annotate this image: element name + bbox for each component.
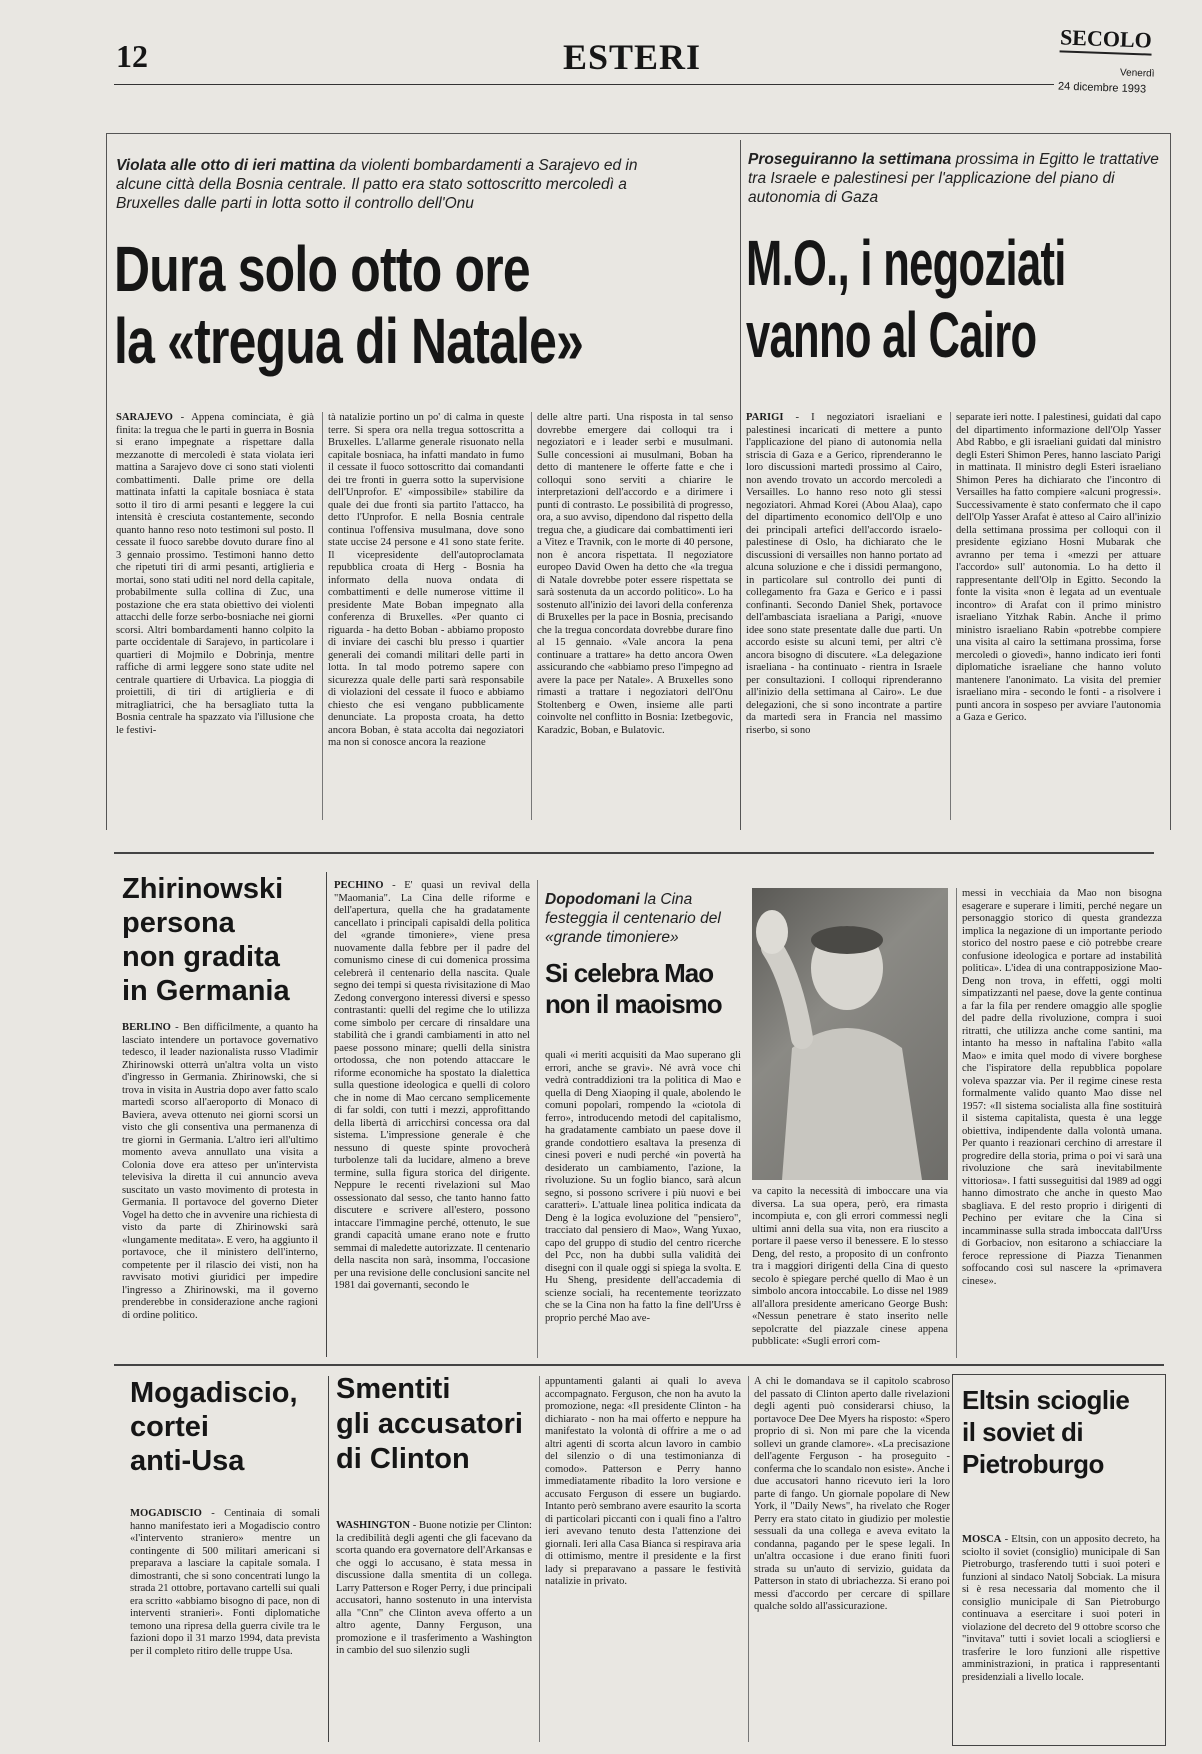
col-rule [950,412,951,820]
eltsin-dateline: MOSCA [962,1534,1002,1545]
bosnia-col-2: tà natalizie portino un po' di calma in queste terre. Si spera ora nella tregua sottoscritta a Bruxelles. L'allarme generale risuonato nella capitale bosniaca, ha infatti mandato in fumo il cessate il fuoco sottoscritto dai comandanti dei tre fronti in guerra sotto la supervisione dell'Unprofor. E' «impossibile» stabilire da quale dei due fronti sia partito l'attacco, ha detto l'Unprofor. E nella Bosnia centrale continua l'offensiva musulmana, dove sono state uccise 24 persone e 41 sono state ferite. Il vicepresidente dell'autoproclamata repubblica croata di Herg - Bosnia ha informato della nuova ondata di combattimenti e delle numerose vittime il presidente Mate Boban impegnato alla conferenza di Bruxelles. «Per quanto ci riguarda - ha detto Boban - abbiamo proposto di inviare dei caschi blu presso i quartier generali dei comandi militari delle parti in lotta. In tal modo potremo sapere con sicurezza quale delle parti sarà responsabile di violazioni del cessate il fuoco e abbiamo chiesto che esi vengano pubblicamente denunciate. La proposta croata, ha detto ancora Boban, è stata accolta dai negoziatori ma non si conosce ancora la reazione [328,412,524,748]
mogadiscio-dateline: MOGADISCIO [130,1508,202,1519]
mogadiscio-body [130,1508,320,1740]
mogadiscio-text: - Centinaia di somali hanno manifestato ieri a Mogadiscio contro «l'intervento straniero» mentre un contingente di 500 militari americani si preparava a lasciare la capitale somala. I dimostranti, che si sono concentrati lungo la strada 21 ottobre, portavano cartelli sui quali era scritto «abbiamo bisogno di pace, non di interventi stranieri». Fonti diplomatiche temono una ripresa della guerra civile tra le fazioni dopo il 31 marzo 1994, data prevista per il completo ritiro delle truppe Usa. [130,1508,320,1657]
zhirinowski-headline [122,872,290,1008]
mao-kicker-text: la Cina festeggia il centenario del «grande timoniere» [545,891,721,946]
clinton-col-2: appuntamenti galanti ai quali lo aveva accompagnato. Ferguson, che non ha avuto la promozione, nega: «Il presidente Clinton - ha dichiarato - non ha mai offerto e neppure ha manifestato la volontà di offrire a me o ad altri agenti di scorta alcun lavoro in cambio del silenzio o di una testimonianza di comodo». Patterson e Perry hanno immediatamente ribadito la loro versione e accusato Ferguson di essere un bugiardo. Intanto però sembrano avere esaurito la scorta di particolari piccanti con i quali fino a l'altro ieri avevano tenuto desta l'attenzione dei giornali. Ieri alla Casa Bianca si respirava aria di ottimismo, mentre il presidente e la first lady si preparavano a passare le festività natalizie in privato. [545,1376,741,1587]
mideast-col-2: separate ieri notte. I palestinesi, guidati dal capo del dipartimento informazione dell'Olp Yasser Abd Rabbo, e gli israeliani guidati dal ministro degli Esteri Shimon Peres, hanno lasciato Parigi in mattinata. Il ministro degli Esteri israeliano Shimon Peres ha dichiarato che l'incontro di Versailles ha fatto compiere «alcuni progressi». Successivamente è stato confermato che il capo dell'Olp Yasser Arafat è atteso al Cairo all'inizio della settimana prossima per colloqui con il presidente egiziano Hosni Mubarak che avranno per tema i «mezzi per attuare l'accordo» sull' autonomia. Lo ha detto il rappresentante dell'Olp in Egitto. Secondo la fonte la visita «non è legata ad un eventuale incontro» di Arafat con il primo ministro israeliano Yitzhak Rabin. Anche il primo ministro israeliano Rabin «potrebbe compiere una visita al cairo la settimana prossima, forse mercoledì o giovedì», hanno indicato ieri fonti diplomatiche israeliane che hanno voluto mantenere l'anonimato. La visita del premier israeliano mira - secondo le fonti - a risolvere i punti ancora in sospeso per avviare l'autonomia a Gaza e Gerico. [956,412,1161,723]
section-rule [114,1364,1164,1366]
col-rule [326,872,327,1357]
top-box-right [1170,133,1171,830]
bosnia-kicker [116,156,661,213]
mogadiscio-headline-line: anti-Usa [130,1445,245,1477]
mao-headline-line: Si celebra Mao [545,958,714,988]
zhirinowski-headline-line: Zhirinowski [122,873,284,905]
mogadiscio-headline-line: Mogadiscio, [130,1377,298,1409]
mogadiscio-headline-line: cortei [130,1411,209,1443]
clinton-col-1 [336,1520,532,1742]
mao-col-4: messi in vecchiaia da Mao non bisogna esagerare e superare i limiti, perché negare un personaggio storico di questa grandezza implica la negazione di un importante periodo storico del nostro paese e ciò potrebbe creare confusione ideologica e portare ad instabilità politica». L'idea di una contrapposizione Mao-Deng non trova, in effetti, oggi molti simpatizzanti nel paese, dove la gente continua a far la fila per rendere omaggio alle spoglie del padre della rivoluzione, compra i suoi ritratti, che utilizza anche come santini, ma intanto ha messo in naftalina l'abito «alla Mao» e imita quel modo di vivere borghese che l'ispiratore della repubblica popolare voleva spazzar via. Per il regime cinese resta formalmente valido quanto Mao disse nel 1957: «Il sistema socialista alla fine sostituirà il sistema capitalista, questa è una legge obiettiva, indipendente dalla volontà umana. Per quanto i reazionari cerchino di arrestare il progredire della storia, prima o poi vi sarà una rivoluzione che sarà inevitabilmente vittoriosa». I fatti susseguitisi dal 1989 ad oggi hanno dimostrato che anche in questo Mao sbagliava. E del resto proprio i dirigenti di Pechino per evitare che la Cina si incamminasse sulla strada imboccata dall'Urss di Gorbaciov, non esitarono a schiacciare la feroce repressione di Piazza Tienanmen soffocando così sul nascere la «primavera cinese». [962,888,1162,1287]
bosnia-kicker-lead: Violata alle otto di ieri mattina [116,157,336,174]
issue-day: Venerdì [1119,67,1155,80]
mideast-kicker-lead: Proseguiranno la settimana [748,151,952,168]
mideast-dateline: PARIGI [746,412,784,423]
eltsin-body [962,1534,1160,1738]
bosnia-headline-2: la «tregua di Natale» [114,305,584,377]
clinton-headline-line: gli accusatori [336,1408,523,1440]
mao-col-3: va capito la necessità di imboccare una via diversa. La sua opera, però, era rimasta incompiuta e, con gli errori commessi negli ultimi anni della sua vita, non era riuscito a portare il paese verso il benessere. E lo stesso Deng, del resto, a proposito di un confronto tra i maggiori dirigenti della Cina di questo secolo è spiegare perché quello di Mao è un simbolo ancora intoccabile. Lo disse nel 1989 all'allora presidente americano George Bush: «Nessun penetrare è stato inserito nelle sepolcratte del piazzale cinese appena pubblicate: «Sugli errori com- [752,1186,948,1347]
mao-col-1 [334,880,530,1358]
eltsin-headline [962,1384,1129,1480]
mideast-kicker-text: prossima in Egitto le trattative tra Israele e palestinesi per l'applicazione del piano di autonomia di Gaza [748,151,1159,206]
col-rule [322,412,323,820]
section-title: ESTERI [563,37,702,77]
eltsin-headline-line: il soviet di [962,1417,1084,1447]
mao-col-1-text: - E' quasi un revival della "Maomania". La Cina delle riforme e dell'apertura, quella che ha gradatamente cancellato i principali capisaldi della politica del «grande timoniere», viene presa nuovamente dalla febbre per il padre del comunismo cinese di cui domenica prossima celebrerà il centenario della nascita. Quale segno dei tempi si questa rivisitazione di Mao Zedong convergono interessi diversi e spesso contrastanti: quelli del regime che lo utilizza come simbolo per cercare di rinsaldare una stabilità che i grandi cambiamenti in atto nel paese possono minare; quelli della sinistra ortodossa, che non potendo attaccare le riforme economiche ha spostato la dialettica sulla questione ideologica e quelli di coloro che in nome di Mao cercano semplicemente di far soldi, con tutti i mezzi, approfittando della libertà di arricchirsi concessa ora dal sistema. L'impressione generale è che nessuno di queste spinte provocherà turbolenze tali da lucidare, almeno a breve termine, sulla figura storica del dirigente. Neppure le recenti rivelazioni sul Mao ossessionato dal sesso, che tanto hanno fatto discutere e scrivere all'estero, possono intaccare l'immagine perché, ottenuto, le sue grandi capacità umane erano note e frutto semmai di maledette autorizzate. Il centenario della nascita non sarà, insomma, l'occasione per una revisione delle conclusioni sancite nel 1981 dai governanti, secondo le [334,880,530,1291]
bosnia-kicker-text: da violenti bombardamenti a Sarajevo ed in alcune città della Bosnia centrale. Il patto era stato sottoscritto mercoledì a Bruxelles dalle parti in lotta sotto il controllo dell'Onu [116,157,638,212]
section-rule [114,852,1154,854]
clinton-col-3: A chi le domandava se il capitolo scabroso del passato di Clinton aperto dalle rivelazioni degli agenti può considerarsi chiuso, la portavoce Dee Dee Myers ha risposto: «Spero proprio di sì. Non mi pare che la vicenda sollevi un grande clamore». «La precisazione dell'agente Ferguson - ha proseguito - conferma che lo scandalo non esiste». Anche i due accusatori hanno ricevuto ieri la loro parte di fango. Un giornale popolare di New York, il "Daily News", ha rivelato che Roger Perry era stato citato in giudizio per molestie sessuali da una collega e aveva evitato la condanna, pagando per le spese legali. In un'altra occasione i due erano finiti fuori strada su un'auto di servizio, guidata da Patterson in stato di ubriachezza. Si erano poi messi d'accordo per cercare di spillare qualche soldo all'assicurazione. [754,1376,950,1612]
bosnia-dateline: SARAJEVO [116,412,173,423]
zhirinowski-body [122,1022,318,1362]
mao-headline-line: non il maoismo [545,989,722,1019]
eltsin-headline-line: Eltsin scioglie [962,1385,1130,1415]
col-rule [328,1376,329,1742]
zhirinowski-headline-line: non gradita [122,941,280,973]
zhirinowski-text: - Ben difficilmente, a quanto ha lasciato intendere un portavoce governativo tedesco, il leader nazionalista russo Vladimir Zhirinowski otterrà un'altra volta un visto d'ingresso in Germania. Zhirinowski, che si trova in visita in Austria dopo aver fatto scalo martedì scorso all'aeroporto di Monaco di Baviera, aveva ottenuto nei giorni scorsi un visto che gli consentiva una permanenza di tre giorni in Germania. L'altro ieri all'ultimo momento aveva annullato una visita a Colonia dove era atteso per un'intervista televisiva la diretta il cui annuncio aveva suscitato un vasto movimento di protesta in Germania. Il portavoce del governo Dieter Vogel ha detto che in avvenire una richiesta di visto da parte di Zhirinowski sarà «lungamente meditata». E vero, ha aggiunto il portavoce, che il ministero dell'interno, competente per il rilascio dei visti, non ha ravvisato motivi giuridici per impedire l'ingresso a Zhirinowski, ma il governo prenderebbe in considerazione anche ragioni di ordine politico. [122,1022,318,1321]
mideast-col-1-text: - I negoziatori israeliani e palestinesi incaricati di mettere a punto l'applicazione del piano di autonomia nella striscia di Gaza e a Gerico, riprenderanno le loro discussioni martedì prossimo al Cairo, non avendo trovato un accordo mercoledì a Versailles. Lo hanno reso noto gli stessi negoziatori. Ahmad Korei (Abou Alaa), capo del dipartimento economico dell'Olp e uno dei principali artefici dell'accordo israelo-palestinese di Oslo, ha dichiarato che le discussioni di versailles non hanno portato ad alcuna soluzione e che i dissidi permangono, in particolare sul controllo dei punti di collegamento fra Gaza e Gerico e i passi confinanti. Secondo Daniel Shek, portavoce dell'ambasciata israeliana a Parigi, «nuove idee sono state presentate dalle due parti. Un accordo esiste su alcuni temi, per altri c'è ancora bisogno di discutere. «La delegazione israeliana - ha continuato - rientra in Israele per consultazioni. I colloqui riprenderanno all'inizio della settimana al Cairo». Le due delegazioni, che si sono incontrate a partire da martedì sera in Francia nel massimo riserbo, si sono [746,412,942,736]
mao-photo-figure [752,888,948,1180]
col-rule [531,412,532,820]
masthead-logo [1060,24,1153,55]
eltsin-headline-line: Pietroburgo [962,1449,1104,1479]
bosnia-headline-1: Dura solo otto ore [114,233,530,305]
col-rule [748,1376,749,1742]
paper-name: SECOLO [1059,24,1153,53]
mideast-headline-2: vanno al Cairo [746,299,1037,371]
bosnia-col-1 [116,412,314,820]
mao-photo [752,888,948,1180]
zhirinowski-dateline: BERLINO [122,1022,171,1033]
issue-date: 24 dicembre 1993 [1057,80,1147,96]
bosnia-col-3: delle altre parti. Una risposta in tal senso dovrebbe emergere dai colloqui tra i negoziatori e i leader serbi e musulmani. Sulle concessioni ai musulmani, Boban ha detto di mantenere le offerte fatte e che i colloqui sono serviti a chiarire le interpretazioni dell'accordo e a dirimere i punti di contrasto. Le possibilità di progresso, ora, a suo avviso, dipendono dal rispetto della tregua che, a giudicare dai combattimenti ieri a Vitez e Travnik, con le morte di 40 persone, non è ancora rispettata. Il negoziatore europeo David Owen ha detto che «la tregua di Natale dovrebbe poter essere rispettata se sarà sostenuta da un accordo politico». Lo ha sostenuto all'inizio dei lavori della conferenza di Bruxelles per la pace in Bosnia, precisando che la tregua concordata dovrebbe durare fino al 15 gennaio. «Vale ancora la pena continuare a trattare» ha detto ancora Owen assicurando che «abbiamo preso l'impegno ad avere la pace per Natale». A Bruxelles sono rimasti a trattare i negoziatori dell'Onu Stoltenberg e Owen, insieme alle parti coinvolte nel conflitto in Bosnia: Izetbegovic, Karadzic, Boban, e Bulatovic. [537,412,733,736]
col-rule [539,1376,540,1742]
top-box-rule [106,133,1170,134]
mogadiscio-headline [130,1376,298,1478]
col-rule [537,880,538,1358]
mao-kicker-lead: Dopodomani [545,891,640,908]
mideast-kicker [748,150,1163,207]
clinton-dateline: WASHINGTON [336,1520,410,1531]
zhirinowski-headline-line: persona [122,907,235,939]
mao-headline [545,958,722,1020]
masthead-rule [114,84,1054,85]
top-box-left [106,133,107,830]
top-divider [740,140,741,830]
zhirinowski-headline-line: in Germania [122,975,290,1007]
page-number: 12 [116,38,148,74]
clinton-headline [336,1372,523,1477]
col-rule [956,888,957,1358]
bosnia-col-1-text: - Appena cominciata, è già finita: la tregua che le parti in guerra in Bosnia si erano impegnate a rispettare dalla mezzanotte di mercoledì è stata violata ieri mattina a Sarajevo dove ci sono stati violenti combattimenti. Dalle prime ore della mattinata infatti la capitale bosniaca è stata sotto il tiro di armi pesanti e leggere la cui intensità è cresciuta costantemente, secondo quanto hanno reso noto testimoni sul posto. Il cessate il fuoco sarebbe dovuto durare fino al 3 gennaio prossimo. Testimoni hanno detto che ripetuti tiri di armi pesanti, artiglieria e mortai, sono stati uditi nel nord della capitale, probabilmente sulla collina di Zuc, una postazione che era stata obiettivo dei violenti attacchi delle forze serbo-bosniache nei giorni scorsi. Altri bombardamenti hanno colpito la parte occidentale di Sarajevo, in particolare i quartieri di Mojmilo e Dobrinja, mentre raffiche di armi leggere sono state udite nel centrale quartiere di Urbavica. La pioggia di proiettili, di tiri di artiglieria e di mitragliatrici, che ha bersagliato tutta la Bosnia centrale ha spazzato via l'illusione che le festivi- [116,412,314,736]
clinton-headline-line: Smentiti [336,1373,451,1405]
mao-kicker [545,890,745,947]
eltsin-text: - Eltsin, con un apposito decreto, ha sciolto il soviet (consiglio) municipale di San Pietroburgo, trasferendo tutti i suoi poteri e funzioni al sindaco Natolj Sobciak. La misura si è resa necessaria dal momento che il consiglio municipale di San Pietroburgo continuava a esercitare i suoi poteri in violazione del decreto del 9 ottobre scorso che "invitava" tutti i soviet locali a sciogliersi e trasferire le loro funzioni alle rispettive amministrazioni, in pratica i rappresentanti presidenziali a livello locale. [962,1534,1160,1683]
mao-dateline: PECHINO [334,880,384,891]
clinton-headline-line: di Clinton [336,1443,470,1475]
clinton-col-1-text: - Buone notizie per Clinton: la credibilità degli agenti che gli facevano da scorta quando era governatore dell'Arkansas e che oggi lo accusano, è stata messa in discussione dalla smentita di un collega. Larry Patterson e Roger Perry, i due principali accusatori, hanno sostenuto in una intervista alla "Cnn" che Clinton aveva offerto a un altro agente, Danny Ferguson, una promozione e il trasferimento a Washington in cambio del suo silenzio sugli [336,1520,532,1656]
mideast-col-1 [746,412,942,820]
mideast-headline-1: M.O., i negoziati [746,227,1066,299]
mao-col-2: quali «i meriti acquisiti da Mao superano gli errori, anche se gravi». Né avrà voce chi vedrà contraddizioni tra la politica di Mao e quella di Deng Xiaoping il quale, abolendo le comuni popolari, rompendo la «ciotola di ferro», introducendo metodi del capitalismo, ha gradatamente cambiato un paese dove il grande condottiero esaltava la presenza di cinesi poveri e nudi perché «in povertà ha desiderato un cambiamento, l'azione, la rivoluzione. Su un foglio bianco, sarà alcun segno, si possono scrivere i più nuovi e bei caratteri». L'attuale linea politica indicata da Deng è la logica evoluzione del "pensiero", tracciato dal pensiero di Mao», Wang Yuxao, capo del gruppo di studio del centro ricerche del Pcc, non ha dubbi sulla validità dei disegni con il quale oggi si spiega la svolta. E Hu Sheng, presidente dell'accademia di scienze sociali, ha recentemente teorizzato che se la Cina non ha fatto la fine dell'Urss è proprio perché Mao ave- [545,1050,741,1324]
